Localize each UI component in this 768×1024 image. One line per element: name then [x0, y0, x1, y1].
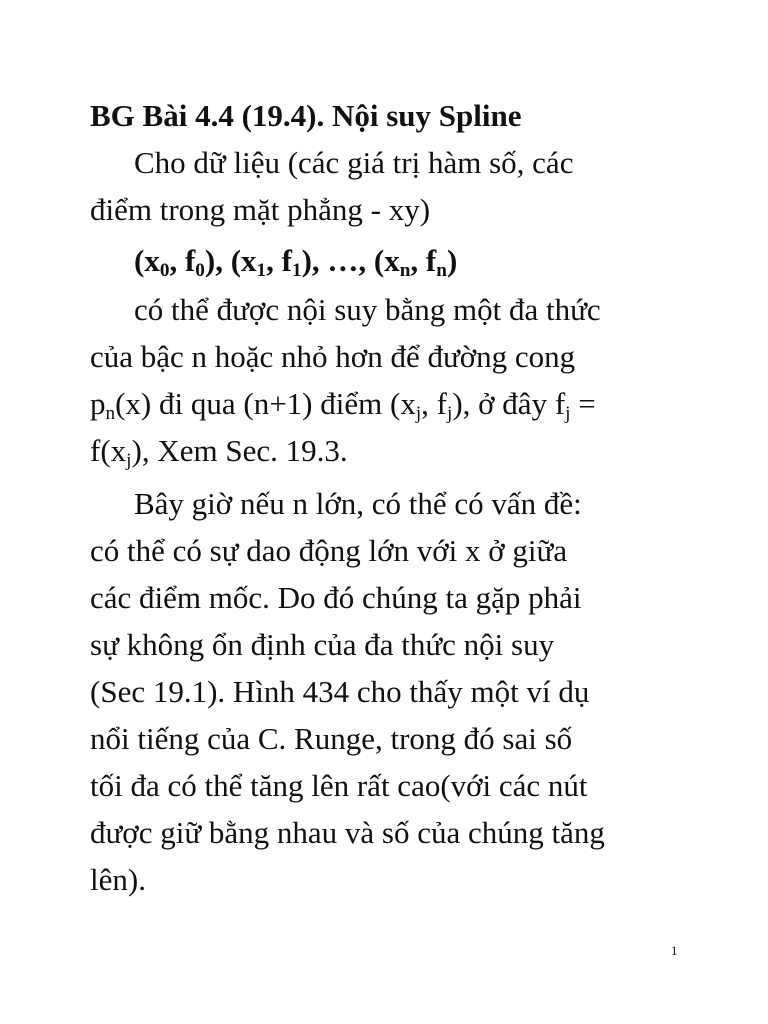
inline-text: , f: [421, 386, 447, 421]
inline-subscript: j: [565, 402, 571, 424]
inline-subscript: j: [126, 449, 132, 471]
formula-text: , f: [266, 243, 292, 278]
para3-line-5: (Sec 19.1). Hình 434 cho thấy một ví dụ: [90, 674, 590, 709]
para3-line-7: tối đa có thể tăng lên rất cao(với các nút: [90, 768, 588, 803]
document-title: BG Bài 4.4 (19.4). Nội suy Spline: [90, 98, 522, 133]
intro-line-1: Cho dữ liệu (các giá trị hàm số, các: [134, 145, 574, 180]
data-points-formula: [90, 237, 690, 284]
inline-subscript: n: [105, 402, 116, 424]
para2-line-4: [90, 433, 348, 471]
formula-subscript: n: [399, 259, 411, 281]
formula-text: , f: [410, 243, 437, 278]
intro-paragraph: [90, 139, 690, 233]
para3-line-4: sự không ổn định của đa thức nội suy: [90, 627, 555, 662]
document-page: [90, 92, 690, 903]
para2-line-3: [90, 386, 596, 424]
formula-subscript: 1: [256, 259, 267, 281]
formula-subscript: 1: [291, 259, 302, 281]
para3-line-9: lên).: [90, 862, 146, 897]
para2-line-2: của bậc n hoặc nhỏ hơn để đường cong: [90, 339, 576, 374]
para3-line-6: nổi tiếng của C. Runge, trong đó sai số: [90, 721, 573, 756]
formula-subscript: n: [436, 259, 447, 281]
intro-line-2: điểm trong mặt phẳng - xy): [90, 192, 431, 227]
para3-line-3: các điểm mốc. Do đó chúng ta gặp phải: [90, 580, 582, 615]
inline-text: (x) đi qua (n+1) điểm (x: [115, 386, 416, 421]
formula-subscript: 0: [195, 259, 205, 281]
para3-line-2: có thể có sự dao động lớn với x ở giữa: [90, 533, 568, 568]
page-number: 1: [671, 943, 678, 958]
inline-text: ), Xem Sec. 19.3.: [131, 433, 348, 468]
inline-subscript: j: [447, 402, 453, 424]
runge-paragraph: [90, 480, 690, 903]
formula-text: (x: [134, 243, 160, 278]
inline-text: p: [90, 386, 106, 421]
inline-text: f(x: [90, 433, 127, 468]
para3-line-8: được giữ bằng nhau và số của chúng tăng: [90, 815, 605, 850]
interpolation-paragraph: [90, 286, 690, 474]
inline-text: ), ở đây f: [452, 386, 566, 421]
para3-line-1: Bây giờ nếu n lớn, có thể có vấn đề:: [134, 486, 582, 521]
formula-text: ), (x: [204, 243, 257, 278]
formula-text: ), …, (x: [301, 243, 400, 278]
formula-text: , f: [169, 243, 196, 278]
para2-line-1: có thể được nội suy bằng một đa thức: [134, 292, 601, 327]
formula-text: ): [446, 243, 458, 278]
formula-subscript: 0: [159, 259, 170, 281]
inline-subscript: j: [415, 402, 422, 424]
inline-text: =: [570, 386, 596, 421]
